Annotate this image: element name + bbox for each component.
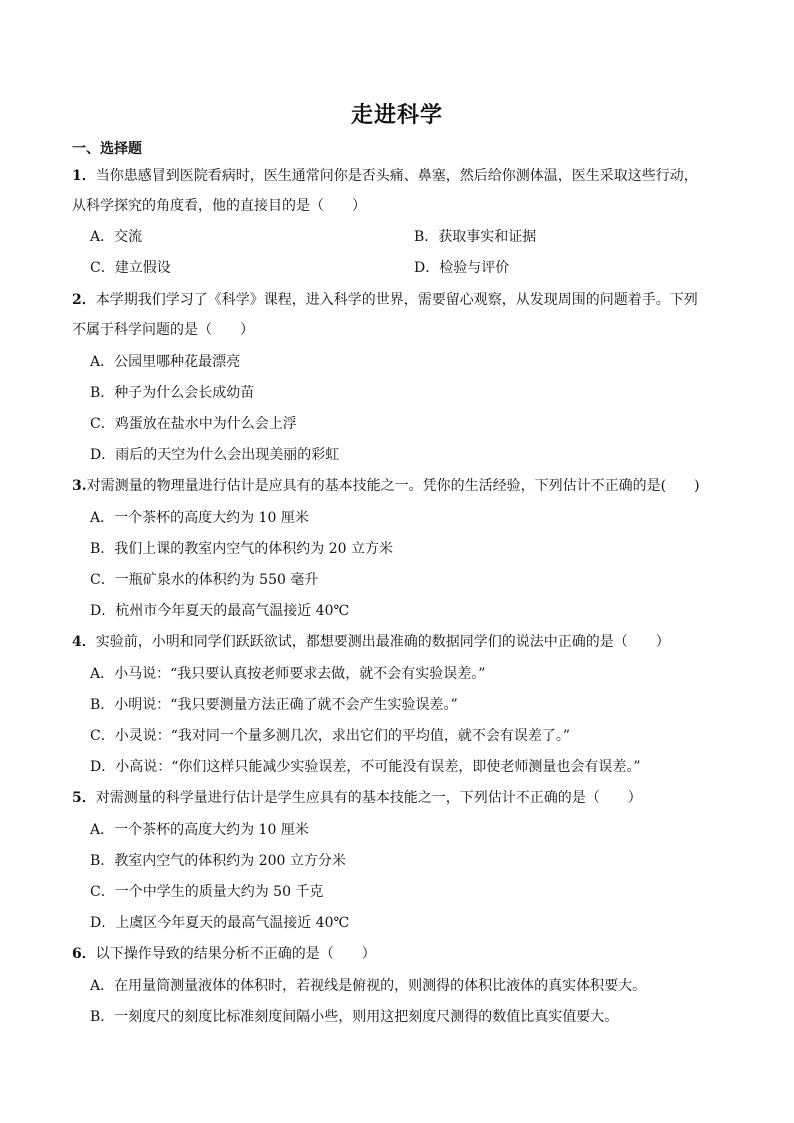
page-title: 走进科学: [350, 103, 443, 128]
option-c: C．建立假设: [90, 260, 171, 276]
question-4: [72, 632, 732, 652]
question-number: 5．: [72, 790, 96, 806]
question-1: [72, 166, 732, 186]
question-number: 2．: [72, 292, 96, 308]
question-5: [72, 788, 732, 808]
option-b: B．我们上课的教室内空气的体积约为 20 立方米: [90, 541, 394, 557]
option-b: B．种子为什么会长成幼苗: [90, 385, 255, 401]
question-text: 对需测量的物理量进行估计是应具有的基本技能之一。凭你的生活经验，下列估计不正确的是( ): [86, 478, 700, 494]
option-c: C．小灵说：“我对同一个量多测几次，求出它们的平均值，就不会有误差了。”: [90, 728, 571, 744]
option-d: D．上虞区今年夏天的最高气温接近 40℃: [90, 915, 350, 931]
option-a: A．公园里哪种花最漂亮: [90, 354, 241, 370]
option-b: B．教室内空气的体积约为 200 立方分米: [90, 853, 346, 869]
question-text: 本学期我们学习了《科学》课程，进入科学的世界，需要留心观察，从发现周围的问题着手。下列: [95, 292, 698, 308]
option-b: B．一刻度尺的刻度比标准刻度间隔小些，则用这把刻度尺测得的数值比真实值要大。: [90, 1009, 619, 1025]
option-d: D．雨后的天空为什么会出现美丽的彩虹: [90, 447, 340, 463]
question-number: 4．: [72, 634, 96, 650]
question-number: 3.: [72, 478, 87, 494]
question-1-continued: 从科学探究的角度看，他的直接目的是（ ）: [72, 198, 366, 214]
question-2: [72, 290, 732, 310]
question-text: 对需测量的科学量进行估计是学生应具有的基本技能之一，下列估计不正确的是（ ）: [95, 790, 642, 806]
question-3: [72, 476, 732, 496]
question-2-continued: 不属于科学问题的是（ ）: [72, 322, 254, 338]
option-d: D．杭州市今年夏天的最高气温接近 40℃: [90, 603, 350, 619]
option-a: A．一个茶杯的高度大约为 10 厘米: [90, 510, 309, 526]
question-6: [72, 944, 732, 964]
question-text: 当你患感冒到医院看病时，医生通常问你是否头痛、鼻塞，然后给你测体温，医生采取这些行动，: [95, 168, 698, 184]
question-text: 以下操作导致的结果分析不正确的是（ ）: [95, 946, 376, 962]
question-text: 实验前，小明和同学们跃跃欲试，都想要测出最准确的数据同学们的说法中正确的是（ ）: [95, 634, 670, 650]
option-b: B．获取事实和证据: [414, 229, 537, 245]
option-a: A．一个茶杯的高度大约为 10 厘米: [90, 822, 309, 838]
option-c: C．一瓶矿泉水的体积约为 550 毫升: [90, 572, 319, 588]
section-heading: 一、选择题: [72, 141, 142, 157]
option-d: D．小高说：“你们这样只能减少实验误差，不可能没有误差，即使老师测量也会有误差。”: [90, 759, 641, 775]
option-a: A．在用量筒测量液体的体积时，若视线是俯视的，则测得的体积比液体的真实体积要大。: [90, 978, 647, 994]
option-a: A．交流: [90, 229, 143, 245]
option-a: A．小马说：“我只要认真按老师要求去做，就不会有实验误差。”: [90, 666, 486, 682]
option-d: D．检验与评价: [414, 260, 510, 276]
option-b: B．小明说：“我只要测量方法正确了就不会产生实验误差。”: [90, 697, 458, 713]
question-number: 6．: [72, 946, 96, 962]
question-number: 1．: [72, 168, 96, 184]
option-c: C．鸡蛋放在盐水中为什么会上浮: [90, 416, 297, 432]
option-c: C．一个中学生的质量大约为 50 千克: [90, 884, 324, 900]
